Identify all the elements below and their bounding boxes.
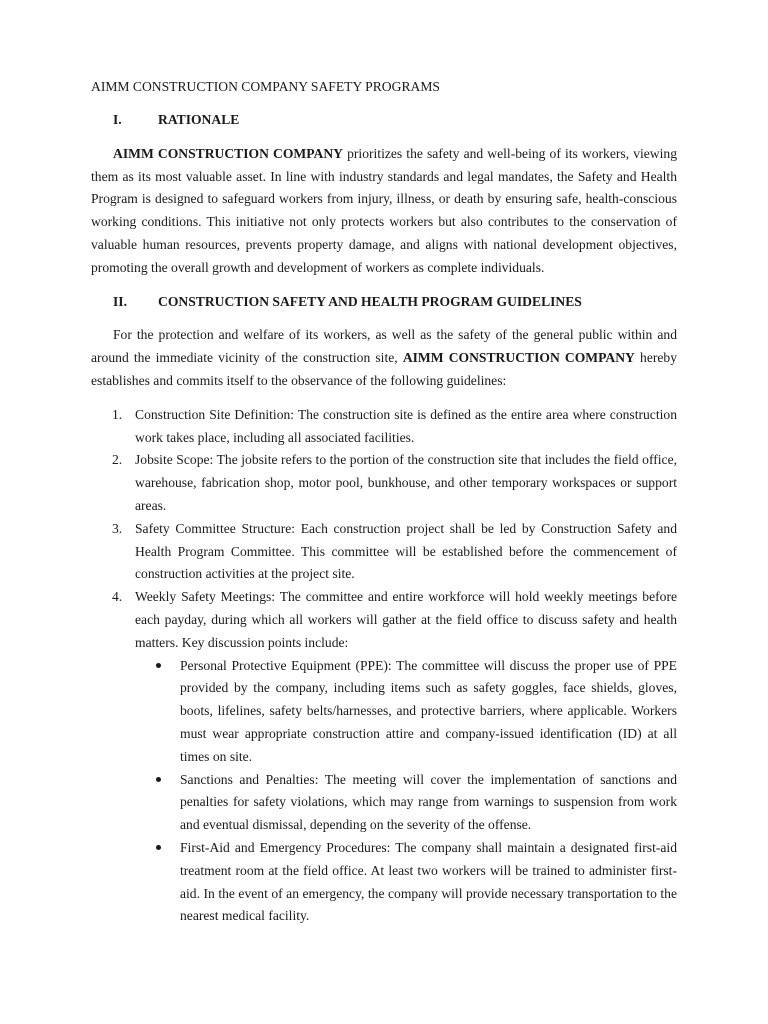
bullet-item	[135, 837, 677, 928]
bullet-icon	[156, 777, 161, 782]
section-heading-rationale	[91, 109, 677, 132]
list-item	[91, 518, 677, 586]
list-number: 4.	[112, 589, 123, 605]
list-number: 2.	[112, 452, 123, 468]
list-item-text: Weekly Safety Meetings: The committee and entire workforce will hold weekly meetings before each payday, during which all workers will gather at the field office to discuss safety and health matters. Key discussion points include:	[135, 589, 677, 650]
intro-text-before: For the protection and welfare of its workers, as well as the safety of the general public within and around the immediate vicinity of the construction site,	[91, 327, 677, 366]
list-item	[91, 586, 677, 928]
bullet-icon	[156, 845, 161, 850]
bullet-text: Personal Protective Equipment (PPE): The committee will discuss the proper use of PPE provided by the company, including items such as safety goggles, face shields, gloves, boots, lifelines, safety belts/harnesses, and protective barriers, where applicable. Workers must wear appropriate construction attire and company-issued identification (ID) at all times on site.	[180, 657, 677, 764]
list-number: 1.	[112, 406, 123, 422]
list-item-text: Jobsite Scope: The jobsite refers to the portion of the construction site that includes the field office, warehouse, fabrication shop, motor pool, bunkhouse, and other temporary workspaces or support areas.	[135, 452, 677, 513]
list-item	[91, 404, 677, 450]
section-title: CONSTRUCTION SAFETY AND HEALTH PROGRAM GUIDELINES	[158, 293, 582, 309]
bullet-icon	[156, 663, 161, 668]
list-item	[91, 449, 677, 517]
bullet-text: Sanctions and Penalties: The meeting will cover the implementation of sanctions and penalties for safety violations, which may range from warnings to suspension from work and eventual dismissal, depending on the severity of the offense.	[180, 771, 677, 833]
rationale-paragraph	[91, 143, 677, 280]
document-body	[91, 76, 677, 928]
list-item-text: Safety Committee Structure: Each construction project shall be led by Construction Safety and Health Program Committee. This committee will be established before the commencement of construction activities at the project site.	[135, 520, 677, 582]
guidelines-intro	[91, 324, 677, 392]
section-heading-guidelines	[91, 291, 677, 314]
company-name: AIMM CONSTRUCTION COMPANY	[113, 145, 343, 161]
bullet-item	[135, 769, 677, 837]
company-name: AIMM CONSTRUCTION COMPANY	[402, 350, 635, 366]
discussion-points-list	[135, 655, 677, 929]
section-number: II.	[113, 293, 127, 309]
intro-text-after: hereby establishes and commits itself to the observance of the following guidelines:	[91, 350, 678, 388]
section-title: RATIONALE	[158, 112, 240, 127]
bullet-text: First-Aid and Emergency Procedures: The company shall maintain a designated first-aid treatment room at the field office. At least two workers will be trained to administer first-aid. In the event of an emergency, the company will provide necessary transportation to the nearest medical facility.	[180, 839, 677, 924]
document-title: AIMM CONSTRUCTION COMPANY SAFETY PROGRAMS	[91, 79, 440, 94]
bullet-item	[135, 655, 677, 769]
guidelines-list	[91, 404, 677, 928]
list-item-text: Construction Site Definition: The construction site is defined as the entire area where construction work takes place, including all associated facilities.	[135, 406, 677, 445]
section-number: I.	[113, 112, 122, 127]
list-number: 3.	[112, 520, 123, 536]
rationale-text: prioritizes the safety and well-being of its workers, viewing them as its most valuable asset. In line with industry standards and legal mandates, the Safety and Health Program is designed to safeguard workers from injury, illness, or death by ensuring safe, health-conscious working conditions. This initiative not only protects workers but also contributes to the conservation of valuable human resources, prevents property damage, and aligns with national development objectives, promoting the overall growth and development of workers as complete individuals.	[91, 145, 677, 275]
